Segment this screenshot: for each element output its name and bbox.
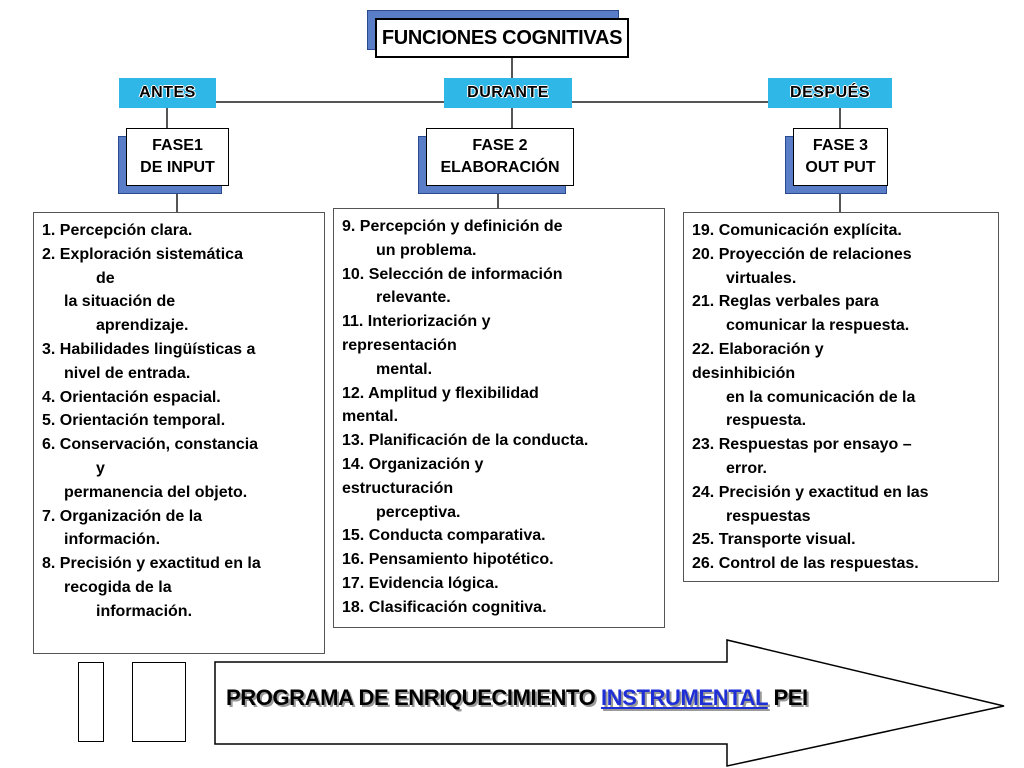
list-item: 20. Proyección de relaciones — [692, 245, 912, 263]
list-item: respuesta. — [726, 412, 807, 430]
list-item: respuestas — [726, 507, 811, 525]
list-item: un problema. — [376, 241, 477, 259]
list-item: información. — [64, 531, 161, 549]
list-item: 13. Planificación de la conducta. — [342, 432, 589, 450]
list-item: recogida de la — [64, 578, 172, 596]
list-item: 18. Clasificación cognitiva. — [342, 598, 547, 616]
stage-despues: DESPUÉS — [768, 78, 892, 108]
list-item: 22. Elaboración y — [692, 340, 824, 358]
phase-output-line1: FASE 3 — [812, 137, 869, 154]
list-item: 11. Interiorización y — [342, 313, 491, 331]
list-item: estructuración — [342, 479, 454, 497]
list-item: 24. Precisión y exactitud en las — [692, 483, 929, 501]
list-item: 10. Selección de información — [342, 265, 563, 283]
phase-output-line2: OUT PUT — [805, 159, 876, 176]
list-item: en la comunicación de la — [726, 388, 916, 406]
list-item: de — [96, 269, 115, 287]
list-item: 21. Reglas verbales para — [692, 293, 879, 311]
list-item: información. — [96, 602, 193, 620]
list-item: 26. Control de las respuestas. — [692, 555, 919, 573]
list-item: 8. Precisión y exactitud en la — [42, 555, 261, 573]
phase-input-line1: FASE1 — [152, 137, 203, 154]
stage-antes: ANTES — [119, 78, 216, 108]
list-item: 9. Percepción y definición de — [342, 218, 563, 235]
list-item: aprendizaje. — [96, 317, 189, 335]
list-item: nivel de entrada. — [64, 364, 191, 382]
list-item: representación — [342, 336, 457, 354]
banner-link-instrumental[interactable]: INSTRUMENTAL — [601, 685, 768, 710]
banner-text-after: PEI — [767, 685, 808, 710]
list-item: 16. Pensamiento hipotético. — [342, 551, 554, 569]
stage-durante: DURANTE — [444, 78, 572, 108]
list-item: 19. Comunicación explícita. — [692, 222, 902, 239]
list-item: 6. Conservación, constancia — [42, 436, 259, 454]
list-item: 7. Organización de la — [42, 507, 203, 525]
list-item: 2. Exploración sistemática — [42, 245, 243, 263]
phase-elaboracion-line2: ELABORACIÓN — [440, 159, 560, 176]
banner-text-before: PROGRAMA DE ENRIQUECIMIENTO — [226, 685, 602, 710]
list-item: mental. — [342, 408, 399, 426]
banner-title — [226, 685, 808, 711]
list-item: 12. Amplitud y flexibilidad — [342, 384, 539, 402]
list-item: 3. Habilidades lingüísticas a — [42, 340, 256, 358]
list-item: error. — [726, 459, 767, 477]
diagram-title: FUNCIONES COGNITIVAS — [375, 18, 629, 58]
list-item: 25. Transporte visual. — [692, 531, 856, 549]
list-item: la situación de — [64, 293, 176, 311]
phase-input-line2: DE INPUT — [140, 159, 215, 176]
list-item: 1. Percepción clara. — [42, 222, 193, 239]
list-item: 15. Conducta comparativa. — [342, 527, 546, 545]
list-item: 23. Respuestas por ensayo – — [692, 436, 912, 454]
list-item: 14. Organización y — [342, 455, 484, 473]
list-item: virtuales. — [726, 269, 797, 287]
list-item: y — [96, 459, 105, 477]
list-item: 5. Orientación temporal. — [42, 412, 226, 430]
list-item: comunicar la respuesta. — [726, 317, 910, 335]
list-item: relevante. — [376, 289, 451, 307]
list-item: 4. Orientación espacial. — [42, 388, 221, 406]
phase-elaboracion-line1: FASE 2 — [472, 137, 528, 154]
list-item: mental. — [376, 360, 433, 378]
list-item: perceptiva. — [376, 503, 461, 521]
list-item: 17. Evidencia lógica. — [342, 574, 499, 592]
list-item: desinhibición — [692, 364, 796, 382]
list-item: permanencia del objeto. — [64, 483, 248, 501]
